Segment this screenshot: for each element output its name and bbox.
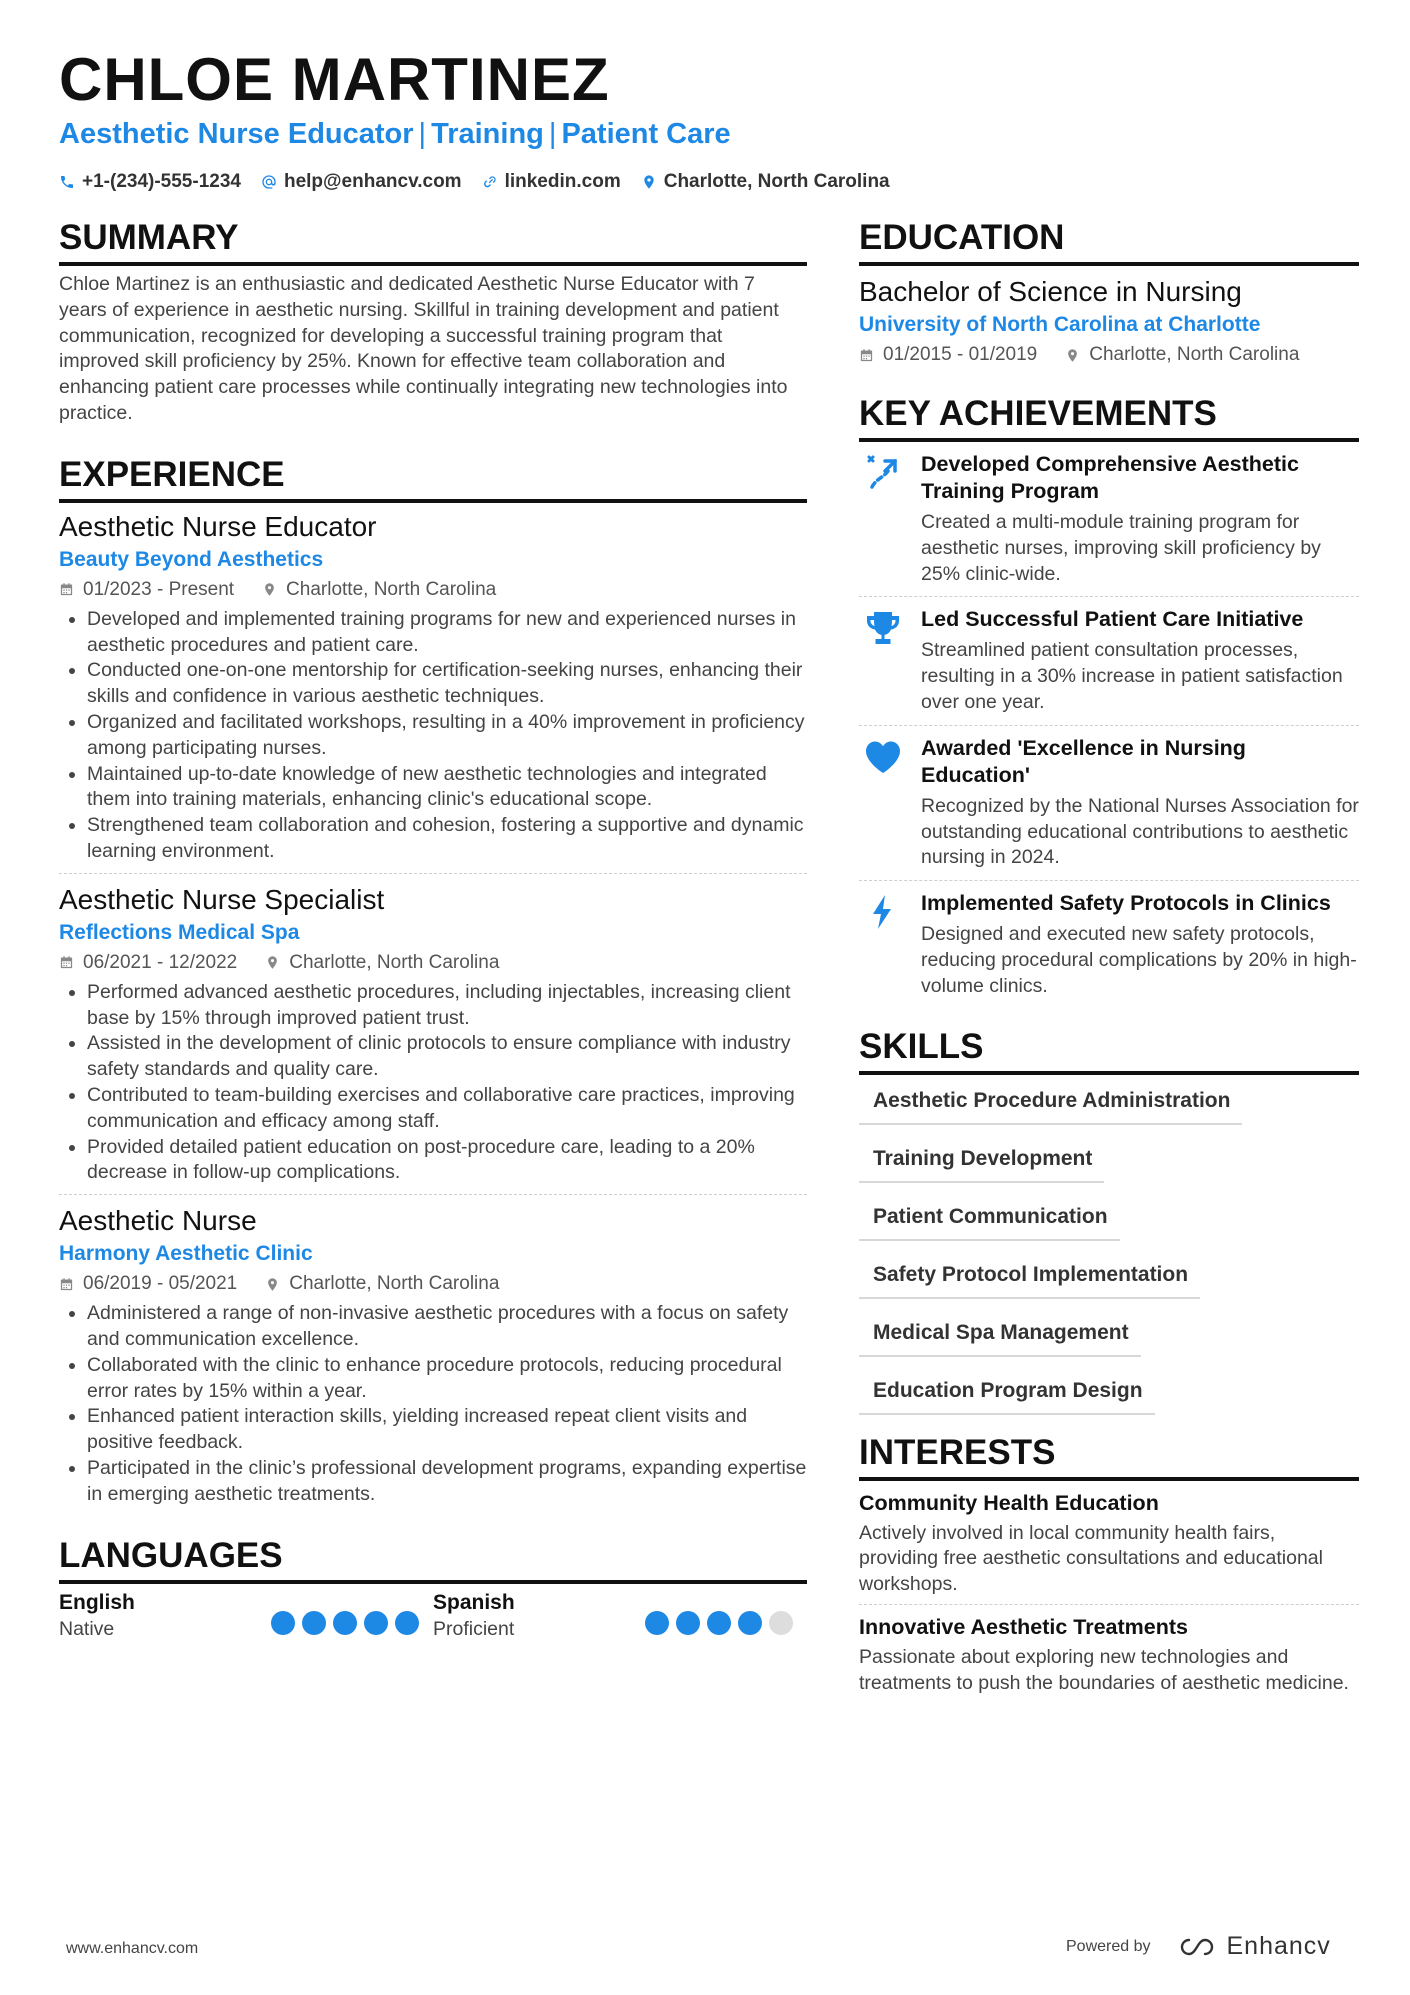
section-heading: KEY ACHIEVEMENTS: [859, 392, 1359, 442]
job-company: Reflections Medical Spa: [59, 920, 300, 944]
job-title: Aesthetic Nurse Specialist: [59, 883, 385, 915]
rating-dot-filled: [302, 1611, 326, 1635]
headline-part: Patient Care: [561, 118, 731, 150]
achievement-title: Led Successful Patient Care Initiative: [921, 607, 1304, 632]
location-pin-icon: [1065, 348, 1080, 363]
job-bullet: • Collaborated with the clinic to enhance procedure protocols, reducing procedural error rates by 15% within a year.: [87, 1353, 807, 1405]
skills-list: [859, 1083, 1359, 1415]
left-column: [59, 216, 807, 1642]
candidate-name: CHLOE MARTINEZ: [59, 46, 610, 113]
interest-title: Community Health Education: [859, 1490, 1159, 1515]
rating-dot-filled: [707, 1611, 731, 1635]
language-level: Native: [59, 1617, 115, 1640]
job-meta: [59, 1269, 807, 1299]
calendar-icon: [59, 582, 74, 597]
interest-item: [859, 1604, 1359, 1703]
job-location: [262, 575, 496, 605]
heart-icon: [863, 737, 903, 777]
skill-tag: Education Program Design: [859, 1373, 1155, 1415]
rating-dot-empty: [769, 1611, 793, 1635]
achievement-desc: Recognized by the National Nurses Association for outstanding educational contributions to aesthetic nursing in 2024.: [921, 794, 1359, 869]
job-bullets: [59, 1301, 807, 1507]
lightning-icon: [863, 892, 903, 932]
section-heading: INTERESTS: [859, 1431, 1359, 1481]
job-location-text: Charlotte, North Carolina: [289, 951, 500, 973]
job-location: [265, 1269, 499, 1299]
education-location: [1065, 340, 1299, 370]
job-dates: [59, 1269, 237, 1299]
location-pin-icon: [265, 955, 280, 970]
language-name: English: [59, 1590, 135, 1614]
phone-text: +1-(234)-555-1234: [82, 171, 241, 192]
section-heading: EDUCATION: [859, 216, 1359, 266]
job-dates: [59, 575, 234, 605]
job-bullet: • Participated in the clinic’s professional development programs, expanding expertise in emerging aesthetic treatments.: [87, 1456, 807, 1508]
language-item: [59, 1590, 433, 1642]
achievement-title: Implemented Safety Protocols in Clinics: [921, 891, 1331, 916]
job-dates: [59, 948, 237, 978]
right-column: [859, 216, 1359, 1703]
contact-phone[interactable]: [59, 168, 241, 196]
skills-section: [859, 1025, 1359, 1415]
education-school: University of North Carolina at Charlotte: [859, 313, 1261, 336]
job-dates-text: 06/2021 - 12/2022: [83, 951, 238, 973]
job-bullet: • Performed advanced aesthetic procedures, including injectables, increasing client base by 15% through improved patient trust.: [87, 980, 807, 1032]
brand-logo[interactable]: [1175, 1932, 1331, 1961]
skill-tag: Patient Communication: [859, 1199, 1120, 1241]
job-company: Harmony Aesthetic Clinic: [59, 1242, 313, 1266]
job-bullet: • Maintained up-to-date knowledge of new aesthetic technologies and integrated them into training materials, enhancing clinic's educational scope.: [87, 762, 807, 814]
languages-list: [59, 1590, 807, 1642]
job-dates-text: 01/2023 - Present: [83, 578, 235, 600]
achievement-desc: Streamlined patient consultation processes, resulting in a 30% increase in patient satisfaction over one year.: [921, 639, 1343, 713]
interest-desc: Actively involved in local community health fairs, providing free aesthetic consultations and educational workshops.: [859, 1521, 1323, 1596]
job-bullet: • Developed and implemented training programs for new and experienced nurses in aesthetic procedures and patient care.: [87, 607, 807, 659]
rating-dot-filled: [738, 1611, 762, 1635]
email-text: help@enhancv.com: [283, 171, 462, 192]
contact-linkedin[interactable]: [482, 168, 621, 196]
education-section: [859, 216, 1359, 370]
job-meta: [59, 575, 807, 605]
job-bullets: [59, 980, 807, 1186]
section-heading: LANGUAGES: [59, 1534, 807, 1584]
interest-item: [859, 1481, 1359, 1604]
achievement-item: [859, 596, 1359, 724]
education-degree: Bachelor of Science in Nursing: [859, 276, 1242, 307]
language-name: Spanish: [433, 1590, 515, 1614]
skill-tag: Safety Protocol Implementation: [859, 1257, 1200, 1299]
summary-text: Chloe Martinez is an enthusiastic and dedicated Aesthetic Nurse Educator with 7 years of experience in aesthetic nursing. Skillful in training development and patient communication, recognized for developing a successful training program that improved skill proficiency by 25%. Known for effective team collaboration and enhancing patient care processes while continually integrating new technologies into practice.: [59, 273, 788, 424]
job-bullet: • Provided detailed patient education on post-procedure care, leading to a 20% decrease in follow-up complications.: [87, 1135, 807, 1187]
job-location-text: Charlotte, North Carolina: [286, 578, 497, 600]
job-location: [265, 948, 499, 978]
achievement-title: Awarded 'Excellence in Nursing Education': [921, 735, 1246, 787]
job-bullet: • Conducted one-on-one mentorship for certification-seeking nurses, enhancing their skills and confidence in various aesthetic techniques.: [87, 658, 807, 710]
section-heading: SUMMARY: [59, 216, 807, 266]
link-icon: [482, 174, 498, 190]
job-location-text: Charlotte, North Carolina: [289, 1273, 500, 1295]
section-heading: EXPERIENCE: [59, 453, 807, 503]
rating-dot-filled: [364, 1611, 388, 1635]
rating-dot-filled: [676, 1611, 700, 1635]
job-bullet: • Contributed to team-building exercises and collaborative care practices, improving communication and efficacy among staff.: [87, 1083, 807, 1135]
calendar-icon: [59, 1277, 74, 1292]
footer-branding: [1066, 1932, 1331, 1961]
interest-title: Innovative Aesthetic Treatments: [859, 1614, 1188, 1639]
headline-part: Aesthetic Nurse Educator: [59, 118, 414, 150]
linkedin-text: linkedin.com: [504, 171, 621, 192]
language-rating: [645, 1590, 793, 1642]
job-bullet: • Strengthened team collaboration and cohesion, fostering a supportive and dynamic learning environment.: [87, 813, 807, 865]
education-dates: [859, 340, 1037, 370]
rating-dot-filled: [645, 1611, 669, 1635]
phone-icon: [59, 174, 75, 190]
job-company: Beauty Beyond Aesthetics: [59, 547, 324, 571]
trophy-icon: [863, 608, 903, 648]
achievement-item: [859, 725, 1359, 880]
achievement-title: Developed Comprehensive Aesthetic Training Program: [921, 452, 1299, 503]
language-level: Proficient: [433, 1617, 515, 1640]
education-dates-text: 01/2015 - 01/2019: [883, 344, 1038, 365]
candidate-headline: [59, 114, 731, 154]
experience-section: [59, 453, 807, 1516]
at-icon: [261, 174, 277, 190]
interest-desc: Passionate about exploring new technologies and treatments to push the boundaries of aesthetic medicine.: [859, 1645, 1349, 1694]
contact-location: [641, 168, 890, 196]
job-bullet: • Enhanced patient interaction skills, yielding increased repeat client visits and positive feedback.: [87, 1404, 807, 1456]
enhancv-logo-icon: [1175, 1934, 1219, 1960]
job-title: Aesthetic Nurse Educator: [59, 510, 377, 542]
achievements-section: [859, 392, 1359, 1009]
location-text: Charlotte, North Carolina: [663, 171, 890, 192]
skill-tag: Medical Spa Management: [859, 1315, 1141, 1357]
brand-name: Enhancv: [1226, 1932, 1331, 1960]
powered-by-label: Powered by: [1066, 1937, 1151, 1955]
location-pin-icon: [641, 174, 657, 190]
language-rating: [271, 1590, 419, 1642]
languages-section: [59, 1534, 807, 1642]
contact-email[interactable]: [261, 168, 462, 196]
job-entry: [59, 509, 807, 873]
rating-dot-filled: [395, 1611, 419, 1635]
job-bullets: [59, 607, 807, 865]
job-meta: [59, 948, 807, 978]
rating-dot-filled: [333, 1611, 357, 1635]
contact-bar: [59, 168, 890, 196]
education-location-text: Charlotte, North Carolina: [1089, 344, 1300, 365]
job-bullet: • Organized and facilitated workshops, resulting in a 40% improvement in proficiency among participating nurses.: [87, 710, 807, 762]
skill-tag: Training Development: [859, 1141, 1104, 1183]
calendar-icon: [59, 955, 74, 970]
job-entry: [59, 1194, 807, 1515]
location-pin-icon: [265, 1277, 280, 1292]
achievement-item: [859, 880, 1359, 1008]
headline-separator: |: [548, 118, 557, 150]
job-dates-text: 06/2019 - 05/2021: [83, 1273, 238, 1295]
job-title: Aesthetic Nurse: [59, 1205, 257, 1237]
achievement-desc: Designed and executed new safety protocols, reducing procedural complications by 20% in high-volume clinics.: [921, 923, 1357, 997]
education-meta: [859, 340, 1359, 370]
headline-part: Training: [431, 118, 544, 150]
job-entry: [59, 873, 807, 1194]
tactic-icon: [863, 453, 903, 493]
skill-tag: Aesthetic Procedure Administration: [859, 1083, 1242, 1125]
interests-section: [859, 1431, 1359, 1703]
footer-website[interactable]: www.enhancv.com: [66, 1940, 199, 1957]
summary-section: [59, 216, 807, 427]
calendar-icon: [859, 348, 874, 363]
achievement-item: [859, 442, 1359, 596]
location-pin-icon: [262, 582, 277, 597]
headline-separator: |: [418, 118, 427, 150]
achievement-desc: Created a multi-module training program for aesthetic nurses, improving skill proficiency by 25% clinic-wide.: [921, 511, 1321, 585]
language-item: [433, 1590, 807, 1642]
job-bullet: • Administered a range of non-invasive aesthetic procedures with a focus on safety and communication excellence.: [87, 1301, 807, 1353]
job-bullet: • Assisted in the development of clinic protocols to ensure compliance with industry safety standards and quality care.: [87, 1031, 807, 1083]
rating-dot-filled: [271, 1611, 295, 1635]
section-heading: SKILLS: [859, 1025, 1359, 1075]
